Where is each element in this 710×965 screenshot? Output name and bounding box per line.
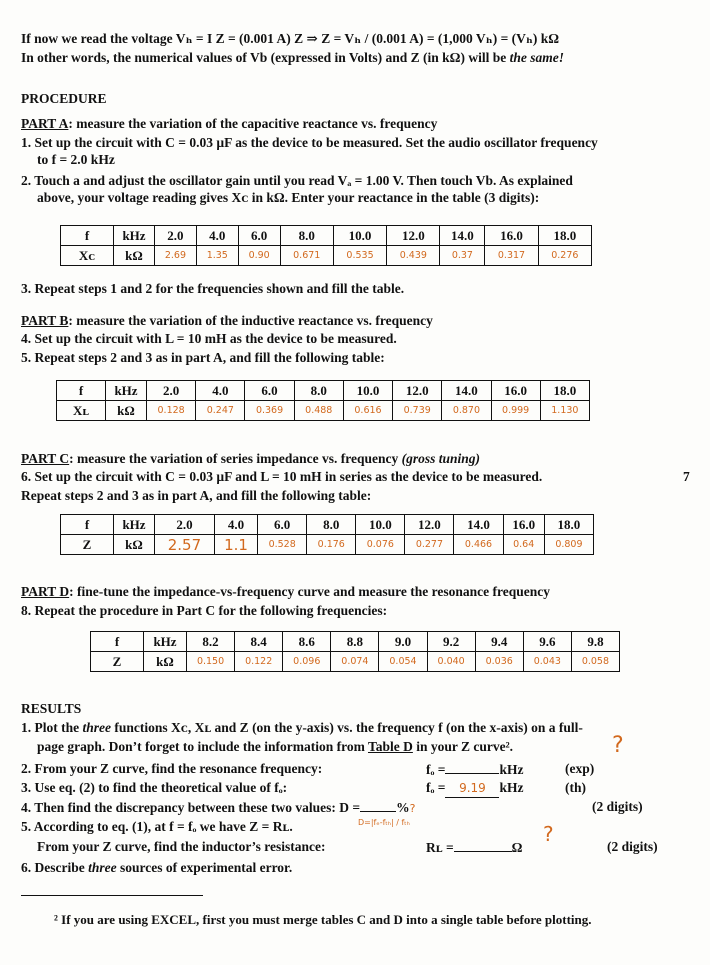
page-number: 7 [683, 469, 690, 484]
part-d-step8: 8. Repeat the procedure in Part C for the following frequencies: [21, 603, 388, 618]
table-value-cell[interactable]: 0.37 [440, 246, 485, 266]
table-cell: 4.0 [196, 381, 245, 401]
table-value-cell[interactable]: 0.528 [258, 535, 307, 555]
table-cell: 6.0 [238, 226, 280, 246]
table-value-cell[interactable]: 0.122 [235, 652, 283, 672]
results-item-2: 2. From your Z curve, find the resonance frequency: [21, 761, 323, 776]
table-value-cell[interactable]: 0.058 [571, 652, 619, 672]
table-cell: f [57, 381, 106, 401]
r1a-post: functions Xᴄ, Xʟ and Z (on the y-axis) vs. the frequency f (on the x-axis) on a full- [111, 720, 583, 735]
table-cell: 16.0 [491, 381, 540, 401]
table-value-cell[interactable]: 0.040 [427, 652, 475, 672]
table-row-label: Xᴄ [61, 246, 114, 266]
table-b [56, 380, 590, 421]
table-cell: 2.0 [155, 515, 215, 535]
table-value-cell[interactable]: 0.90 [238, 246, 280, 266]
r3-field [426, 779, 523, 798]
part-c-heading [21, 450, 480, 468]
table-value-cell[interactable]: 0.043 [523, 652, 571, 672]
part-c-label: PART C [21, 451, 70, 466]
table-row-unit: kΩ [114, 535, 155, 555]
table-value-cell[interactable]: 1.130 [540, 401, 589, 421]
results-item-4 [21, 798, 415, 818]
table-value-cell[interactable]: 0.054 [379, 652, 427, 672]
part-c-step6b: Repeat steps 2 and 3 as in part A, and fill the following table: [21, 488, 372, 503]
table-cell: 8.6 [283, 632, 331, 652]
r3-var: fₒ = [426, 780, 446, 795]
intro-line-2-text: In other words, the numerical values of Vb (expressed in Volts) and Z (in kΩ) will be [21, 50, 510, 65]
table-value-cell[interactable]: 2.69 [155, 246, 197, 266]
table-value-cell[interactable]: 1.35 [196, 246, 238, 266]
part-b-step5: 5. Repeat steps 2 and 3 as in part A, and fill the following table: [21, 350, 385, 365]
table-value-cell[interactable]: 0.616 [343, 401, 392, 421]
table-cell: 8.2 [187, 632, 235, 652]
r4-unit: % [396, 800, 410, 815]
table-cell: 14.0 [454, 515, 503, 535]
part-a-step2b: above, your voltage reading gives Xᴄ in kΩ. Enter your reactance in the table (3 digits): [37, 190, 540, 205]
part-c-step6a: 6. Set up the circuit with C = 0.03 µF and L = 10 mH in series as the device to be measured. [21, 469, 543, 484]
part-b-heading [21, 312, 433, 330]
r5-input[interactable] [454, 838, 512, 852]
table-c [60, 514, 594, 555]
table-cell: 4.0 [214, 515, 257, 535]
part-a-step1b: to f = 2.0 kHz [37, 152, 115, 167]
r4-question-mark: ? [409, 802, 416, 815]
footnote [54, 912, 592, 928]
table-cell: 8.0 [294, 381, 343, 401]
table-cell: 6.0 [258, 515, 307, 535]
part-a-title: : measure the variation of the capacitive reactance vs. frequency [68, 116, 438, 131]
r4-text: 4. Then find the discrepancy between these two values: D = [21, 800, 361, 815]
table-d-freq-row [91, 632, 620, 652]
results-item-1b [37, 738, 513, 756]
r5-question-mark: ? [543, 822, 554, 846]
table-value-cell[interactable]: 0.671 [280, 246, 333, 266]
r1b-pre: page graph. Don’t forget to include the information from [37, 739, 368, 754]
part-a-label: PART A [21, 116, 69, 131]
table-value-cell[interactable]: 0.176 [307, 535, 356, 555]
table-value-cell[interactable]: 0.64 [503, 535, 544, 555]
table-cell: 9.2 [427, 632, 475, 652]
r1a-italic: three [82, 720, 111, 735]
r5-var: Rʟ = [426, 840, 454, 855]
results-heading: RESULTS [21, 701, 82, 716]
table-b-value-row [57, 401, 590, 421]
r3-input[interactable]: 9.19 [445, 779, 499, 798]
margin-note: D=|fₑ-fₜₕ| / fₜₕ [358, 818, 410, 827]
table-cell: f [61, 515, 114, 535]
table-cell: 18.0 [538, 226, 591, 246]
table-row-label: Z [61, 535, 114, 555]
table-value-cell[interactable]: 1.1 [214, 535, 257, 555]
r3-unit: kHz [499, 780, 524, 795]
r1b-table-ref: Table D [367, 739, 413, 754]
table-cell: 9.6 [523, 632, 571, 652]
table-cell: 12.0 [393, 381, 442, 401]
r4-tag: (2 digits) [592, 799, 643, 814]
part-b-title: : measure the variation of the inductive reactance vs. frequency [68, 313, 433, 328]
part-d-label: PART D [21, 584, 70, 599]
part-c-title: : measure the variation of series impedance vs. frequency [69, 451, 402, 466]
r1b-post: in your Z curve². [412, 739, 514, 754]
table-value-cell[interactable]: 0.317 [485, 246, 538, 266]
table-cell: 10.0 [356, 515, 405, 535]
table-cell: 14.0 [442, 381, 491, 401]
table-cell: 14.0 [440, 226, 485, 246]
table-a [60, 225, 592, 266]
table-value-cell[interactable]: 0.809 [544, 535, 593, 555]
r6-italic: three [88, 860, 117, 875]
table-cell: 16.0 [485, 226, 538, 246]
results-item-5b: From your Z curve, find the inductor’s resistance: [37, 839, 326, 854]
part-d-title: : fine-tune the impedance-vs-frequency curve and measure the resonance frequency [69, 584, 550, 599]
r6-pre: 6. Describe [21, 860, 89, 875]
table-cell: kHz [114, 226, 155, 246]
table-a-freq-row [61, 226, 592, 246]
table-d-value-row [91, 652, 620, 672]
r6-post: sources of experimental error. [116, 860, 293, 875]
table-value-cell[interactable]: 0.739 [393, 401, 442, 421]
table-cell: 8.0 [280, 226, 333, 246]
r2-var: fₒ = [426, 762, 446, 777]
table-cell: 9.0 [379, 632, 427, 652]
footnote-mark: ² [54, 912, 58, 927]
r5-tag: (2 digits) [607, 839, 658, 854]
table-value-cell[interactable]: 0.150 [187, 652, 235, 672]
table-cell: 12.0 [387, 226, 440, 246]
table-cell: f [91, 632, 144, 652]
table-value-cell[interactable]: 0.276 [538, 246, 591, 266]
results-item-5a: 5. According to eq. (1), at f = fₒ we have Z = Rʟ. [21, 819, 293, 834]
table-value-cell[interactable]: 0.076 [356, 535, 405, 555]
footnote-text: If you are using EXCEL, first you must merge tables C and D into a single table before plotting. [57, 912, 592, 927]
part-b-label: PART B [21, 313, 69, 328]
table-cell: 8.4 [235, 632, 283, 652]
table-cell: 8.0 [307, 515, 356, 535]
table-cell: 18.0 [544, 515, 593, 535]
table-value-cell[interactable]: 0.036 [475, 652, 523, 672]
table-value-cell[interactable]: 0.999 [491, 401, 540, 421]
table-cell: 4.0 [196, 226, 238, 246]
table-value-cell[interactable]: 0.247 [196, 401, 245, 421]
question-mark-annotation: ? [612, 733, 624, 758]
table-value-cell[interactable]: 0.096 [283, 652, 331, 672]
part-a-step2a: 2. Touch a and adjust the oscillator gain until you read Vₐ = 1.00 V. Then touch Vb. As explained [21, 173, 573, 188]
table-cell: 6.0 [245, 381, 294, 401]
part-c-title-emphasis: (gross tuning) [401, 451, 481, 466]
table-value-cell[interactable]: 0.369 [245, 401, 294, 421]
intro-line-2 [21, 49, 564, 67]
part-d-heading [21, 583, 550, 601]
r5-unit: Ω [511, 840, 523, 855]
footnote-rule [21, 895, 203, 896]
table-value-cell[interactable]: 0.277 [405, 535, 454, 555]
r2-tag: (exp) [565, 761, 595, 776]
table-cell: kHz [106, 381, 147, 401]
table-c-value-row [61, 535, 594, 555]
table-cell: 2.0 [155, 226, 197, 246]
table-value-cell[interactable]: 0.870 [442, 401, 491, 421]
table-cell: kHz [144, 632, 187, 652]
intro-emphasis: the same! [509, 50, 565, 65]
part-a-step3: 3. Repeat steps 1 and 2 for the frequencies shown and fill the table. [21, 281, 405, 296]
r4-input[interactable] [360, 798, 396, 812]
table-row-label: Xʟ [57, 401, 106, 421]
part-b-step4: 4. Set up the circuit with L = 10 mH as the device to be measured. [21, 331, 397, 346]
table-cell: 9.8 [571, 632, 619, 652]
procedure-heading: PROCEDURE [21, 91, 107, 106]
table-cell: f [61, 226, 114, 246]
table-value-cell[interactable]: 0.128 [147, 401, 196, 421]
table-c-freq-row [61, 515, 594, 535]
table-cell: 9.4 [475, 632, 523, 652]
part-a-step1a: 1. Set up the circuit with C = 0.03 µF as the device to be measured. Set the audio oscillator frequency [21, 135, 598, 150]
table-cell: 2.0 [147, 381, 196, 401]
table-row-unit: kΩ [144, 652, 187, 672]
table-value-cell[interactable]: 0.439 [387, 246, 440, 266]
table-row-label: Z [91, 652, 144, 672]
r5-field [426, 838, 522, 857]
table-a-value-row [61, 246, 592, 266]
table-cell: 12.0 [405, 515, 454, 535]
table-cell: 10.0 [343, 381, 392, 401]
r1a-pre: 1. Plot the [21, 720, 83, 735]
part-a-heading [21, 115, 437, 133]
table-value-cell[interactable]: 0.488 [294, 401, 343, 421]
table-value-cell[interactable]: 0.535 [333, 246, 386, 266]
table-cell: 18.0 [540, 381, 589, 401]
intro-line-1: If now we read the voltage Vₕ = I Z = (0.001 A) Z ⇒ Z = Vₕ / (0.001 A) = (1,000 Vₕ) = (Vₕ) kΩ [21, 31, 560, 46]
table-value-cell[interactable]: 2.57 [155, 535, 215, 555]
results-item-6 [21, 859, 292, 877]
table-value-cell[interactable]: 0.466 [454, 535, 503, 555]
table-cell: kHz [114, 515, 155, 535]
table-b-freq-row [57, 381, 590, 401]
table-d [90, 631, 620, 672]
r3-tag: (th) [565, 780, 586, 795]
table-row-unit: kΩ [114, 246, 155, 266]
table-value-cell[interactable]: 0.074 [331, 652, 379, 672]
r2-input[interactable] [445, 760, 499, 774]
table-cell: 10.0 [333, 226, 386, 246]
results-item-3: 3. Use eq. (2) to find the theoretical value of fₒ: [21, 780, 288, 795]
r2-field [426, 760, 523, 779]
r2-unit: kHz [499, 762, 524, 777]
table-cell: 16.0 [503, 515, 544, 535]
results-item-1a [21, 719, 583, 737]
table-cell: 8.8 [331, 632, 379, 652]
table-row-unit: kΩ [106, 401, 147, 421]
